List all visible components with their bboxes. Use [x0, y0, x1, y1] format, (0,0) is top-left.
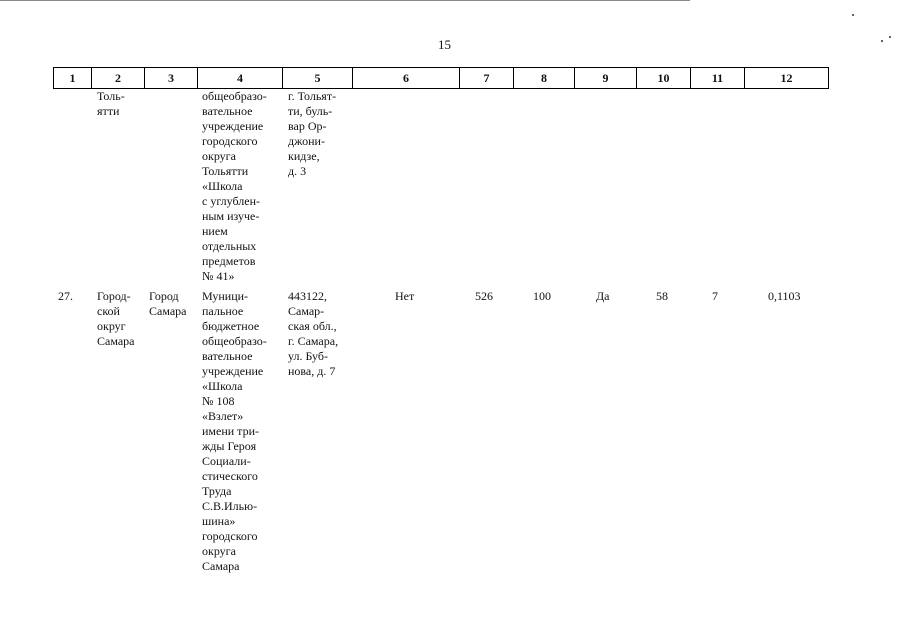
- cell-line: кидзе,: [288, 149, 320, 163]
- cell-line: ти, буль-: [288, 104, 333, 118]
- cell-line: г. Самара,: [288, 334, 339, 348]
- cell-line: жды Героя: [202, 439, 257, 453]
- cell-line: джони-: [288, 134, 325, 148]
- cell-line: пальное: [202, 304, 244, 318]
- col8-value: 100: [533, 289, 551, 303]
- cell-line: Толь-: [97, 89, 125, 103]
- cell-line: ул. Буб-: [288, 349, 328, 363]
- cell-line: ятти: [97, 104, 120, 118]
- cell-line: шина»: [202, 514, 236, 528]
- cell-line: вар Ор-: [288, 119, 327, 133]
- col9-value: Да: [596, 289, 610, 303]
- cell-line: д. 3: [288, 164, 307, 178]
- top-edge-line: [0, 0, 690, 1]
- address-cell: [288, 289, 346, 379]
- col6-value: Нет: [395, 289, 415, 303]
- cell-line: «Школа: [202, 179, 243, 193]
- col7-value: 526: [475, 289, 493, 303]
- cell-line: Самар-: [288, 304, 325, 318]
- cell-line: округ: [97, 319, 126, 333]
- cont-city-cell: [97, 89, 125, 119]
- table-header: [53, 67, 829, 89]
- cell-line: имени три-: [202, 424, 259, 438]
- cell-line: Социали-: [202, 454, 251, 468]
- cell-line: ской: [97, 304, 120, 318]
- scan-speck: [852, 14, 854, 16]
- cell-line: № 108: [202, 394, 235, 408]
- scan-speck: [881, 40, 883, 42]
- cell-line: округа: [202, 149, 236, 163]
- cell-line: с углублен-: [202, 194, 261, 208]
- cell-line: учреждение: [202, 364, 264, 378]
- cell-line: Город: [149, 289, 179, 303]
- cell-line: «Школа: [202, 379, 243, 393]
- col12-value: 0,1103: [768, 289, 801, 303]
- cell-line: городского: [202, 529, 258, 543]
- header-row: [54, 68, 829, 89]
- scan-speck: [889, 36, 891, 38]
- header-cell-6: 6: [353, 68, 460, 89]
- header-cell-2: 2: [92, 68, 145, 89]
- cell-line: округа: [202, 544, 236, 558]
- header-cell-1: 1: [54, 68, 92, 89]
- cell-line: г. Тольят-: [288, 89, 337, 103]
- cell-line: отдельных: [202, 239, 257, 253]
- header-cell-11: 11: [691, 68, 745, 89]
- district-cell: [97, 289, 135, 349]
- header-cell-4: 4: [198, 68, 283, 89]
- cell-line: общеобразо-: [202, 334, 267, 348]
- settlement-cell: [149, 289, 187, 319]
- cell-line: общеобразо-: [202, 89, 267, 103]
- cell-line: Самара: [149, 304, 187, 318]
- cell-line: 443122,: [288, 289, 327, 303]
- cell-line: городского: [202, 134, 258, 148]
- cell-line: Муници-: [202, 289, 249, 303]
- cell-line: вательное: [202, 104, 253, 118]
- cell-line: стического: [202, 469, 258, 483]
- header-cell-5: 5: [283, 68, 353, 89]
- cell-line: Самара: [202, 559, 240, 573]
- cont-address-cell: [288, 89, 346, 179]
- header-cell-3: 3: [145, 68, 198, 89]
- cell-line: нием: [202, 224, 228, 238]
- cell-line: № 41»: [202, 269, 235, 283]
- header-cell-7: 7: [460, 68, 514, 89]
- cont-institution-cell: [202, 89, 276, 284]
- cell-line: Тольятти: [202, 164, 249, 178]
- col10-value: 58: [656, 289, 668, 303]
- institution-cell: [202, 289, 276, 574]
- row-number: 27.: [58, 289, 73, 303]
- cell-line: Самара: [97, 334, 135, 348]
- cell-line: «Взлет»: [202, 409, 244, 423]
- header-cell-12: 12: [745, 68, 829, 89]
- header-cell-9: 9: [575, 68, 637, 89]
- col11-value: 7: [712, 289, 718, 303]
- cell-line: ным изуче-: [202, 209, 260, 223]
- cell-line: ская обл.,: [288, 319, 337, 333]
- cell-line: бюджетное: [202, 319, 260, 333]
- cell-line: учреждение: [202, 119, 264, 133]
- header-cell-10: 10: [637, 68, 691, 89]
- cell-line: С.В.Илью-: [202, 499, 258, 513]
- cell-line: нова, д. 7: [288, 364, 336, 378]
- cell-line: предметов: [202, 254, 256, 268]
- cell-line: Труда: [202, 484, 232, 498]
- header-cell-8: 8: [514, 68, 575, 89]
- cell-line: Город-: [97, 289, 131, 303]
- page-number: 15: [438, 37, 451, 52]
- cell-line: вательное: [202, 349, 253, 363]
